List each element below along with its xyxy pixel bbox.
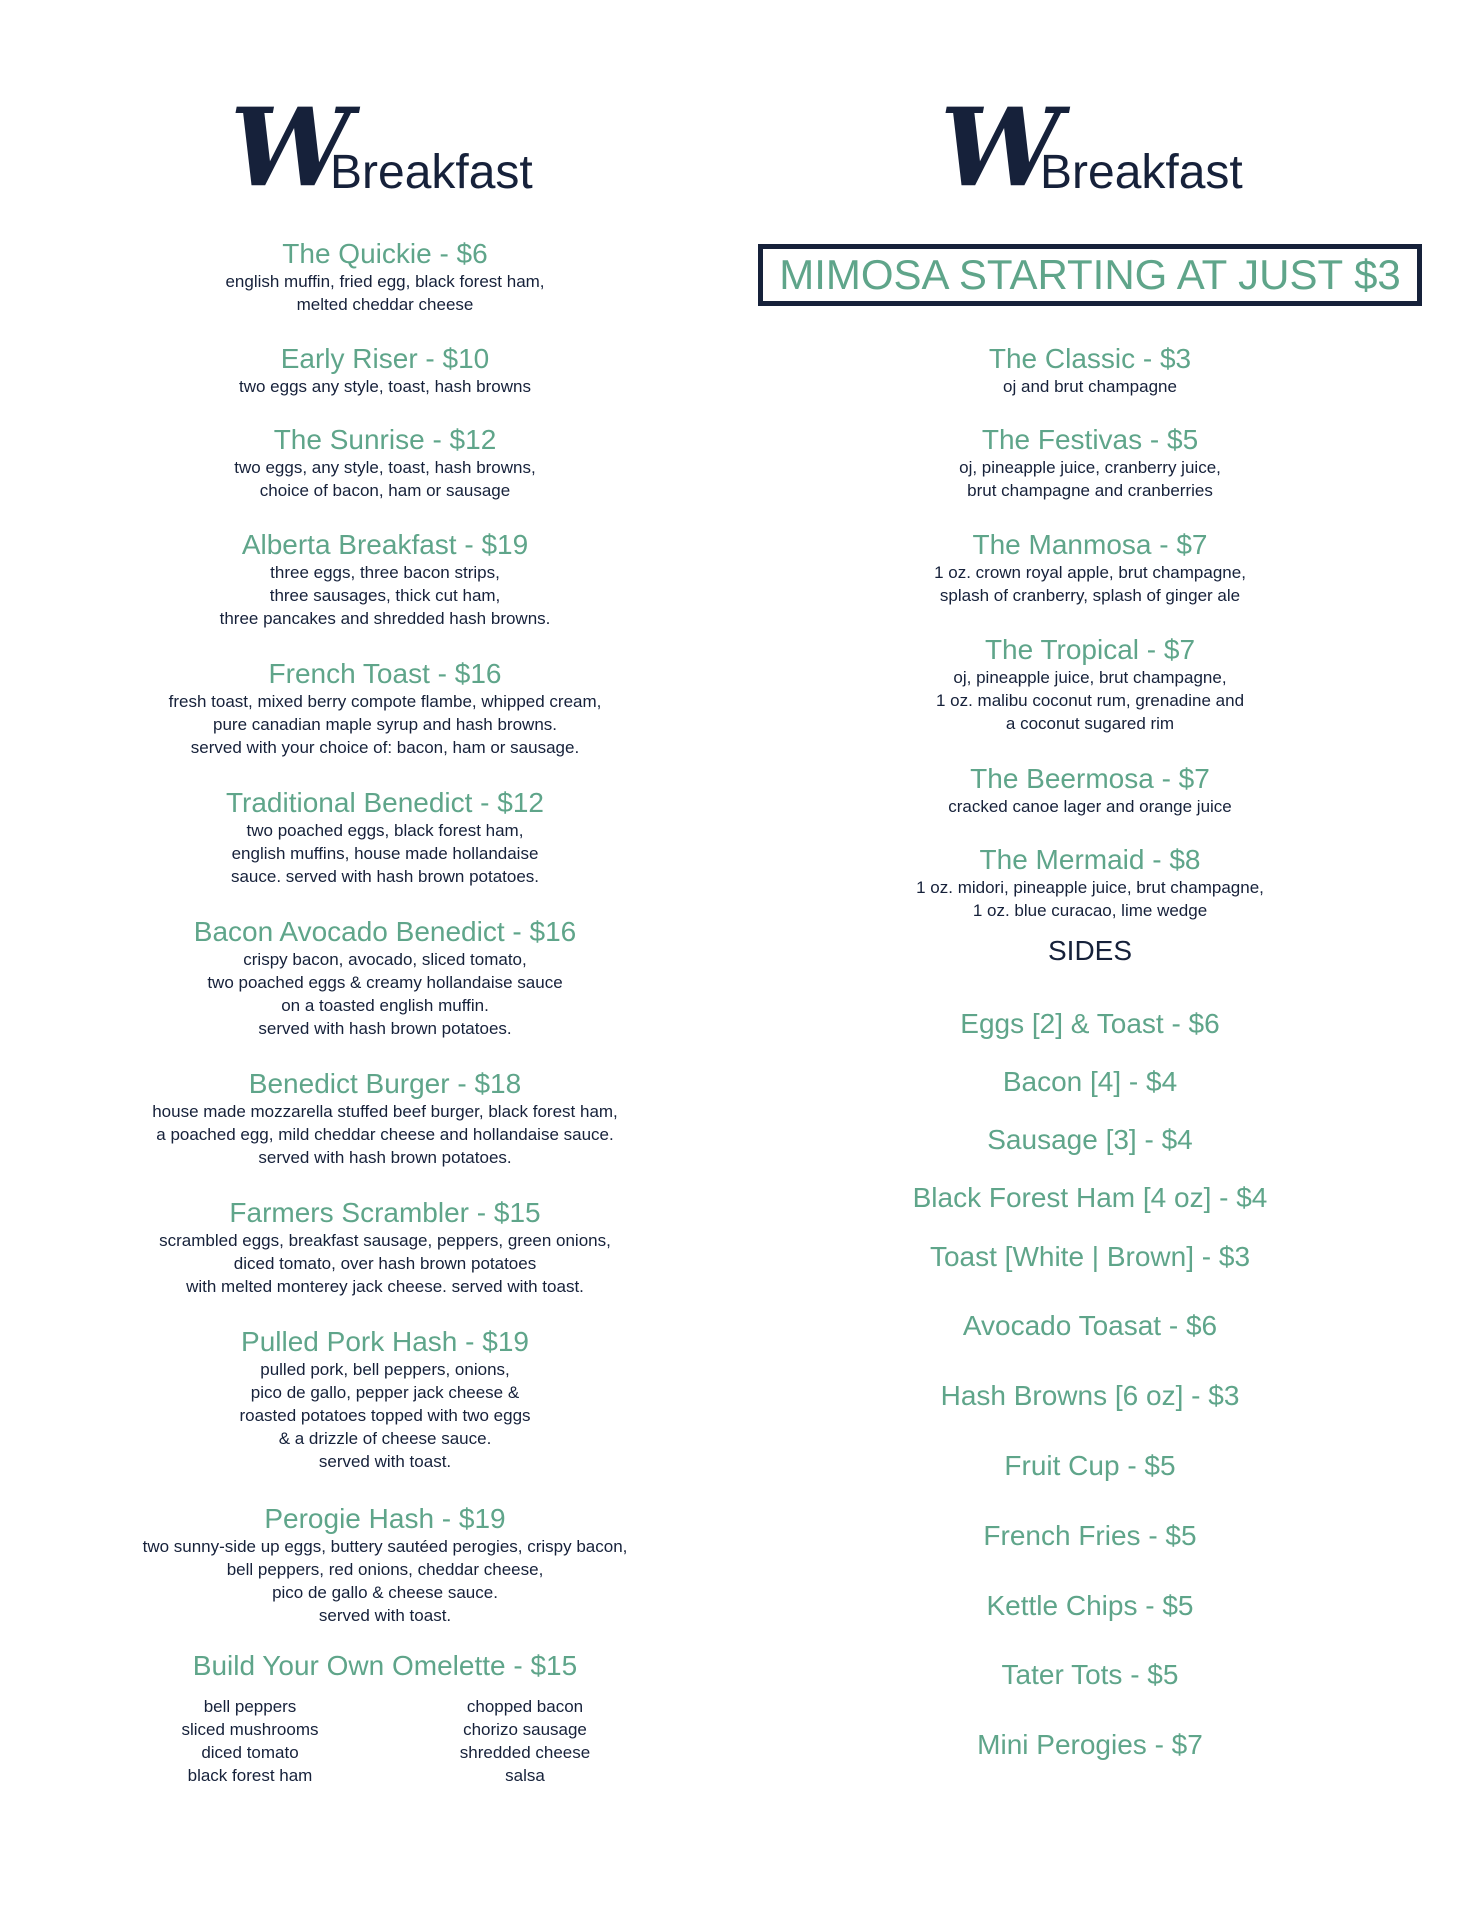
- omelette-option: shredded cheese: [459, 1743, 591, 1762]
- item-description-line: brut champagne and cranberries: [967, 481, 1213, 500]
- item-title: The Festivas - $5: [981, 424, 1199, 455]
- item-description-line: two poached eggs & creamy hollandaise sauce: [207, 973, 563, 992]
- omelette-option: bell peppers: [203, 1697, 297, 1716]
- item-description-line: 1 oz. blue curacao, lime wedge: [972, 901, 1208, 920]
- item-title: The Tropical - $7: [984, 634, 1196, 665]
- menu-item: [60, 916, 710, 1040]
- item-description-line: melted cheddar cheese: [296, 295, 474, 314]
- mimosa-item: [740, 634, 1440, 735]
- mimosa-banner: MIMOSA STARTING AT JUST $3: [758, 244, 1422, 306]
- side-item: Kettle Chips - $5: [986, 1590, 1194, 1621]
- item-description-line: a poached egg, mild cheddar cheese and hollandaise sauce.: [156, 1125, 614, 1144]
- omelette-option: black forest ham: [187, 1766, 313, 1785]
- side-item: Bacon [4] - $4: [1002, 1066, 1178, 1097]
- item-description-line: oj, pineapple juice, brut champagne,: [953, 668, 1227, 687]
- item-description-line: cracked canoe lager and orange juice: [948, 797, 1232, 816]
- side-item: Tater Tots - $5: [1001, 1659, 1179, 1690]
- item-description-line: two eggs, any style, toast, hash browns,: [234, 458, 536, 477]
- omelette-options-left: [125, 1695, 375, 1787]
- item-description-line: english muffins, house made hollandaise: [231, 844, 539, 863]
- menu-item: [60, 1068, 710, 1169]
- side-item: Eggs [2] & Toast - $6: [960, 1008, 1220, 1039]
- menu-item: [60, 787, 710, 888]
- side-item: French Fries - $5: [983, 1520, 1197, 1551]
- mimosa-item: [740, 529, 1440, 607]
- item-description-line: three pancakes and shredded hash browns.: [219, 609, 551, 628]
- item-description-line: 1 oz. malibu coconut rum, grenadine and: [935, 691, 1245, 710]
- item-title: French Toast - $16: [268, 658, 502, 689]
- mimosa-item: [740, 343, 1440, 398]
- logo-wordmark: Breakfast: [1040, 146, 1243, 199]
- item-title: The Classic - $3: [988, 343, 1192, 374]
- item-title: Early Riser - $10: [280, 343, 490, 374]
- item-description-line: served with your choice of: bacon, ham or sausage.: [190, 738, 580, 757]
- item-description-line: diced tomato, over hash brown potatoes: [233, 1254, 537, 1273]
- item-description-line: a coconut sugared rim: [1005, 714, 1175, 733]
- item-description-line: house made mozzarella stuffed beef burger, black forest ham,: [152, 1102, 618, 1121]
- item-description-line: two poached eggs, black forest ham,: [246, 821, 524, 840]
- item-title: The Sunrise - $12: [273, 424, 497, 455]
- item-title: Benedict Burger - $18: [248, 1068, 522, 1099]
- item-description-line: pico de gallo, pepper jack cheese &: [250, 1383, 520, 1402]
- item-description-line: roasted potatoes topped with two eggs: [239, 1406, 531, 1425]
- item-title: The Manmosa - $7: [972, 529, 1208, 560]
- menu-item: [60, 1197, 710, 1298]
- menu-item: [60, 343, 710, 398]
- menu-item: [60, 529, 710, 630]
- item-title: Traditional Benedict - $12: [225, 787, 545, 818]
- menu-item: [60, 1326, 710, 1473]
- item-description-line: with melted monterey jack cheese. served with toast.: [186, 1277, 584, 1296]
- item-description-line: & a drizzle of cheese sauce.: [278, 1429, 492, 1448]
- item-description-line: served with hash brown potatoes.: [258, 1148, 512, 1167]
- side-item: Avocado Toasat - $6: [962, 1310, 1218, 1341]
- item-description-line: choice of bacon, ham or sausage: [259, 481, 511, 500]
- item-description-line: pure canadian maple syrup and hash browns.: [213, 715, 557, 734]
- mimosa-item: [740, 424, 1440, 502]
- side-item: Black Forest Ham [4 oz] - $4: [912, 1182, 1268, 1213]
- item-description-line: 1 oz. crown royal apple, brut champagne,: [934, 563, 1246, 582]
- side-item: Fruit Cup - $5: [1004, 1450, 1176, 1481]
- side-item: Mini Perogies - $7: [977, 1729, 1203, 1760]
- omelette-option: diced tomato: [201, 1743, 299, 1762]
- item-title: Pulled Pork Hash - $19: [241, 1326, 529, 1357]
- brand-logo: [230, 85, 570, 211]
- item-title: Bacon Avocado Benedict - $16: [193, 916, 577, 947]
- side-item: Sausage [3] - $4: [987, 1124, 1193, 1155]
- item-description-line: two sunny-side up eggs, buttery sautéed perogies, crispy bacon,: [142, 1537, 628, 1556]
- omelette-item: [60, 1650, 710, 1682]
- item-description-line: oj and brut champagne: [1003, 377, 1177, 396]
- item-description-line: oj, pineapple juice, cranberry juice,: [959, 458, 1221, 477]
- item-description-line: pico de gallo & cheese sauce.: [272, 1583, 498, 1602]
- item-description-line: three eggs, three bacon strips,: [270, 563, 500, 582]
- item-description-line: splash of cranberry, splash of ginger ale: [939, 586, 1241, 605]
- item-description-line: scrambled eggs, breakfast sausage, peppers, green onions,: [159, 1231, 611, 1250]
- brand-logo-right: [940, 85, 1280, 211]
- menu-item: [60, 658, 710, 759]
- omelette-option: salsa: [505, 1766, 545, 1785]
- omelette-option: chorizo sausage: [463, 1720, 587, 1739]
- logo-wordmark: Breakfast: [330, 146, 533, 199]
- menu-item: [60, 1503, 710, 1627]
- item-title: The Quickie - $6: [282, 238, 488, 269]
- omelette-options-right: [400, 1695, 650, 1787]
- item-description-line: served with toast.: [318, 1452, 452, 1471]
- item-description-line: three sausages, thick cut ham,: [269, 586, 501, 605]
- side-item: Toast [White | Brown] - $3: [929, 1241, 1251, 1272]
- item-description-line: english muffin, fried egg, black forest ham,: [225, 272, 545, 291]
- item-description-line: two eggs any style, toast, hash browns: [239, 377, 531, 396]
- omelette-option: chopped bacon: [466, 1697, 584, 1716]
- omelette-option: sliced mushrooms: [181, 1720, 319, 1739]
- menu-item: [60, 424, 710, 502]
- item-title: Alberta Breakfast - $19: [241, 529, 529, 560]
- omelette-title: Build Your Own Omelette - $15: [192, 1650, 578, 1681]
- item-description-line: sauce. served with hash brown potatoes.: [230, 867, 540, 886]
- mimosa-item: [740, 844, 1440, 922]
- item-title: The Beermosa - $7: [970, 763, 1210, 794]
- logo-w-mark: W: [940, 85, 1056, 211]
- item-title: The Mermaid - $8: [979, 844, 1201, 875]
- item-description-line: on a toasted english muffin.: [281, 996, 489, 1015]
- mimosa-item: [740, 763, 1440, 818]
- item-description-line: bell peppers, red onions, cheddar cheese,: [226, 1560, 544, 1579]
- sides-heading: SIDES: [1047, 935, 1133, 966]
- item-description-line: 1 oz. midori, pineapple juice, brut champagne,: [916, 878, 1264, 897]
- item-description-line: served with toast.: [318, 1606, 452, 1625]
- item-description-line: served with hash brown potatoes.: [258, 1019, 512, 1038]
- item-title: Farmers Scrambler - $15: [229, 1197, 541, 1228]
- item-title: Perogie Hash - $19: [264, 1503, 506, 1534]
- menu-item: [60, 238, 710, 316]
- item-description-line: pulled pork, bell peppers, onions,: [260, 1360, 510, 1379]
- item-description-line: fresh toast, mixed berry compote flambe, whipped cream,: [168, 692, 602, 711]
- side-item: Hash Browns [6 oz] - $3: [940, 1380, 1240, 1411]
- item-description-line: crispy bacon, avocado, sliced tomato,: [243, 950, 527, 969]
- logo-w-mark: W: [230, 85, 346, 211]
